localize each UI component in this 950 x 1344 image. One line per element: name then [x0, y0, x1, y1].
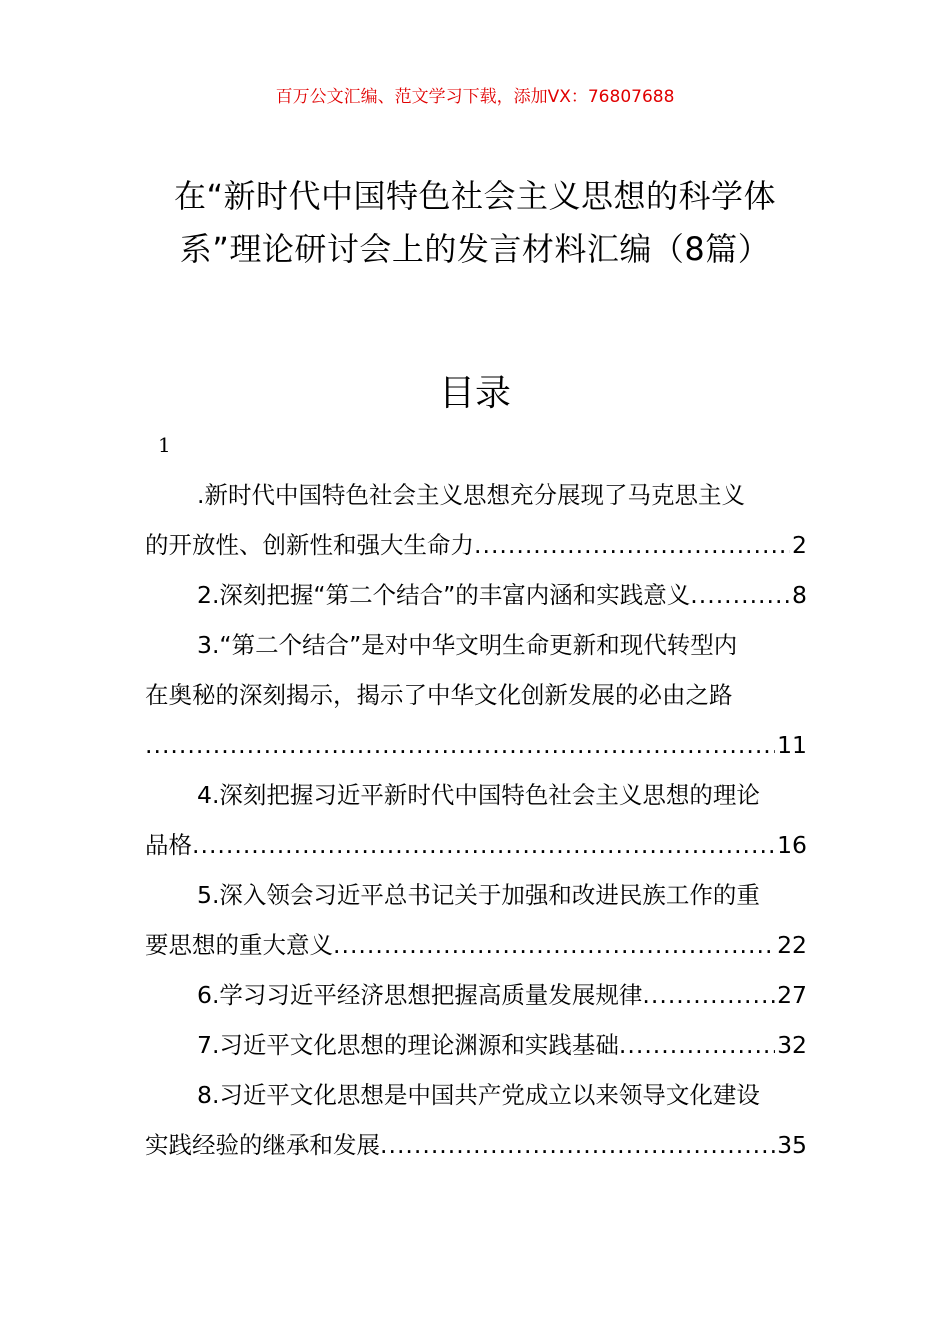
toc-entry-7-text: 7.习近平文化思想的理论渊源和实践基础	[197, 1031, 619, 1059]
toc-entry-7-page: 32	[777, 1031, 807, 1059]
document-title: 在“新时代中国特色社会主义思想的科学体系”理论研讨会上的发言材料汇编（8篇）	[173, 177, 777, 268]
toc-entry-5-text: 要思想的重大意义	[145, 931, 333, 959]
leader-dots	[333, 920, 775, 970]
toc-entry-3-line-3[interactable]	[145, 720, 807, 770]
stray-number: 1	[158, 433, 171, 457]
toc-entry-3-page: 11	[777, 731, 807, 759]
toc-entry-1-line-2[interactable]	[145, 520, 807, 570]
toc-heading: 目录	[438, 373, 511, 414]
toc-entry-2-page: 8	[792, 581, 807, 609]
toc-entry-5-line-1[interactable]: 5.深入领会习近平总书记关于加强和改进民族工作的重	[197, 881, 760, 909]
toc-entry-3-line-2[interactable]: 在奥秘的深刻揭示，揭示了中华文化创新发展的必由之路	[145, 681, 733, 709]
toc-entry-6[interactable]	[145, 970, 807, 1020]
toc-entry-7[interactable]	[145, 1020, 807, 1070]
toc-entry-4-line-1[interactable]: 4.深刻把握习近平新时代中国特色社会主义思想的理论	[197, 781, 760, 809]
toc-entry-8-page: 35	[777, 1131, 807, 1159]
toc-entry-6-text: 6.学习习近平经济思想把握高质量发展规律	[197, 981, 643, 1009]
toc-entry-1-page: 2	[792, 531, 807, 559]
leader-dots	[619, 1020, 775, 1070]
toc-entry-5-page: 22	[777, 931, 807, 959]
leader-dots	[474, 520, 790, 570]
table-of-contents	[145, 470, 807, 1170]
toc-entry-1-line-1[interactable]: .新时代中国特色社会主义思想充分展现了马克思主义	[197, 481, 745, 509]
toc-entry-1-text: 的开放性、创新性和强大生命力	[145, 531, 474, 559]
toc-entry-4-line-2[interactable]	[145, 820, 807, 870]
toc-entry-2[interactable]	[145, 570, 807, 620]
toc-entry-5-line-2[interactable]	[145, 920, 807, 970]
toc-entry-8-line-1[interactable]: 8.习近平文化思想是中国共产党成立以来领导文化建设	[197, 1081, 760, 1109]
toc-entry-3-line-1[interactable]: 3.“第二个结合”是对中华文明生命更新和现代转型内	[197, 631, 738, 659]
leader-dots	[192, 820, 775, 870]
toc-entry-6-page: 27	[777, 981, 807, 1009]
leader-dots	[642, 970, 775, 1020]
toc-entry-8-line-2[interactable]	[145, 1120, 807, 1170]
toc-entry-8-text: 实践经验的继承和发展	[145, 1131, 380, 1159]
leader-dots	[690, 570, 790, 620]
leader-dots	[380, 1120, 775, 1170]
leader-dots	[145, 720, 775, 770]
header-note: 百万公文汇编、范文学习下载，添加VX：76807688	[275, 87, 675, 107]
toc-entry-2-text: 2.深刻把握“第二个结合”的丰富内涵和实践意义	[197, 581, 691, 609]
toc-entry-4-text: 品格	[145, 831, 192, 859]
toc-entry-4-page: 16	[777, 831, 807, 859]
